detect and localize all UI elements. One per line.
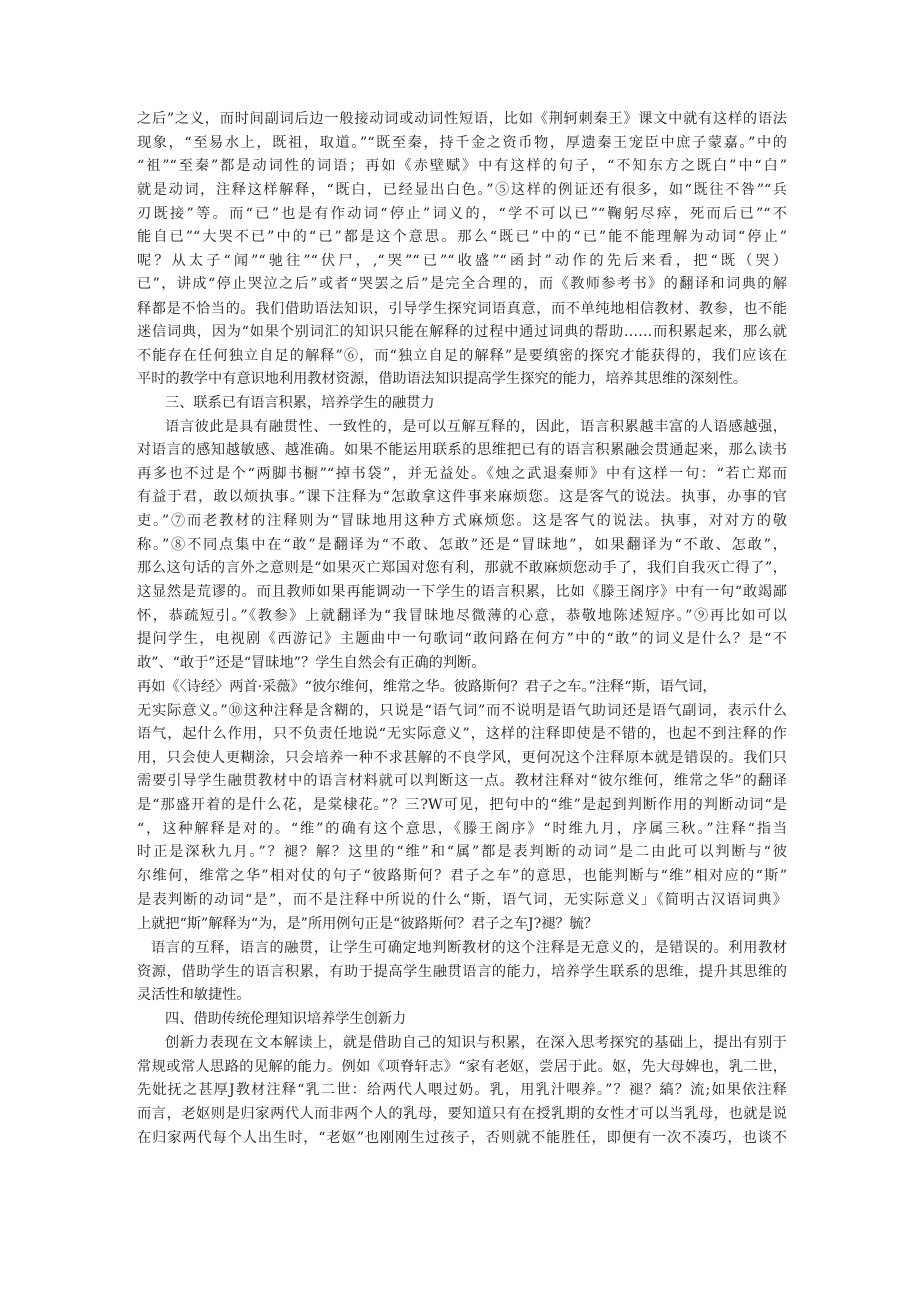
text-line: 有益于君，敢以烦执事。”课下注释为“怎敢拿这件事来麻烦您。这是客气的说法。执事，办事的官 bbox=[137, 489, 787, 505]
text-line: 之后”之义，而时间副词后边一般接动词或动词性短语，比如《荆轲刺秦王》课文中就有这样的语法 bbox=[137, 111, 787, 127]
text-line: 不能存在任何独立自足的解释”⑥，而“独立自足的解释”是要缜密的探究才能获得的，我们应该在 bbox=[137, 348, 787, 364]
text-line: 呢？从太子“闻”“驰往”“伏尸，,“哭”“已”“收盛”“函封”动作的先后来看，把“既（哭） bbox=[137, 253, 787, 269]
text-line: 释都是不恰当的。我们借助语法知识，引导学生探究词语真意，而不单纯地相信教材、教参，也不能 bbox=[137, 301, 787, 317]
text-line: 那么这句话的言外之意则是“如果灭亡郑国对您有利，那就不敢麻烦您动手了，我们自我灭亡得了”， bbox=[137, 560, 787, 576]
text-line: 尔维何，维常之华”相对仗的句子“彼路斯何？君子之车”的意思，也能判断与“维”相对应的“斯” bbox=[137, 868, 787, 884]
text-line: 能自已”“大哭不已”中的“已”都是这个意思。那么“既已”中的“已”能不能理解为动词“停止” bbox=[137, 229, 787, 245]
text-line: 现象，“至易水上，既祖，取道。”“既至秦，持千金之资币物，厚遗秦王宠臣中庶子蒙嘉。”中的 bbox=[137, 135, 787, 151]
text-line: 这显然是荒谬的。而且教师如果再能调动一下学生的语言积累，比如《滕王阁序》中有一句“敢竭鄙 bbox=[137, 584, 787, 600]
text-line: 是“那盛开着的是什么花，是棠棣花。”？三?W可见，把句中的“维”是起到判断作用的判断动词“是 bbox=[137, 797, 787, 813]
text-line: 敢”、“敢于”还是“冒昧地”？学生自然会有正确的判断。 bbox=[137, 655, 486, 671]
text-line: 在归家两代每个人出生时，“老妪”也刚刚生过孩子，否则就不能胜任，即便有一次不凑巧，也谈不 bbox=[137, 1130, 787, 1146]
text-line: 再多也不过是个“两脚书橱”“掉书袋”，并无益处。《烛之武退秦师》中有这样一句：“若亡郑而 bbox=[137, 466, 787, 482]
text-line: 四、借助传统伦理知识培养学生创新力 bbox=[165, 1011, 407, 1027]
text-line: “祖”“至秦”都是动词性的词语；再如《赤壁赋》中有这样的句子，“不知东方之既白”中“白” bbox=[137, 158, 787, 174]
text-line: 是表判断的动词“是”，而不是注释中所说的什么“斯，语气词，无实际意义」《简明古汉语词典》 bbox=[137, 892, 787, 908]
text-line: 资源，借助学生的语言积累，有助于提高学生融贯语言的能力，培养学生联系的思维，提升其思维的 bbox=[137, 964, 787, 980]
text-line: 语言彼此是具有融贯性、一致性的，是可以互解互释的，因此，语言积累越丰富的人语感越强， bbox=[165, 419, 787, 435]
text-line: 用，只会使人更糊涂，只会培养一种不求甚解的不良学风，更何况这个注释原本就是错误的。我们只 bbox=[137, 750, 787, 766]
text-line: “，这种解释是对的。“维”的确有这个意思，《滕王阁序》“时维九月，序属三秋。”注释“指当 bbox=[137, 821, 787, 837]
text-line: 对语言的感知越敏感、越准确。如果不能运用联系的思维把已有的语言积累融会贯通起来，那么读书 bbox=[137, 442, 787, 458]
text-line: 时正是深秋九月。”？褪？解？这里的“维”和“属”都是表判断的动词”是二由此可以判断与“彼 bbox=[137, 844, 787, 860]
text-line: 无实际意义。”⑩这种注释是含糊的，只说是“语气词”而不说明是语气助词还是语气副词，表示什么 bbox=[137, 703, 787, 719]
text-line: 称。”⑧不同点集中在“敢”是翻译为“不敢、怎敢”还是“冒昧地”，如果翻译为“不敢、怎敢”， bbox=[137, 537, 787, 553]
text-line: 吏。”⑦而老教材的注释则为“冒昧地用这种方式麻烦您。这是客气的说法。执事，对对方的敬 bbox=[137, 513, 787, 529]
text-line: 提问学生，电视剧《西游记》主题曲中一句歌词“敢问路在何方”中的“敢”的词义是什么？是“不 bbox=[137, 631, 787, 647]
text-line: 已”，讲成“停止哭泣之后”或者“哭罢之后”是完全合理的，而《教师参考书》的翻译和词典的解 bbox=[137, 276, 787, 292]
text-line: 灵活性和敏捷性。 bbox=[137, 987, 251, 1003]
text-line: 而言，老妪则是归家两代人而非两个人的乳母，要知道只有在授乳期的女性才可以当乳母，也就是说 bbox=[137, 1106, 787, 1122]
text-line: 就是动词，注释这样解释，“既白，已经显出白色。”⑤这样的例证还有很多，如“既往不咎”“兵 bbox=[137, 182, 787, 198]
text-line: 怀，恭疏短引。”《教参》上就翻译为“我冒昧地尽微薄的心意，恭敬地陈述短序。”⑨再比如可以 bbox=[137, 608, 787, 624]
text-line: 上就把“斯”解释为“为，是”所用例句正是“彼路斯何？君子之车J?褪？毓？ bbox=[137, 916, 598, 932]
text-line: 刃既接”等。而“已”也是有作动词“停止”词义的，“学不可以已”“鞠躬尽瘁，死而后已”“不 bbox=[137, 206, 787, 222]
text-line: 语气，起什么作用，只不负责任地说“无实际意义”，这样的注释即使是不错的，也起不到注释的作 bbox=[137, 726, 787, 742]
text-line: 再如《〈诗经〉两首·采薇》“彼尔维何，维常之华。彼路斯何？君子之车。”注释“斯，语气词， bbox=[137, 679, 717, 695]
text-line: 三、联系已有语言积累，培养学生的融贯力 bbox=[165, 395, 435, 411]
text-line: 常规或常人思路的见解的能力。例如《项脊轩志》“家有老妪，尝居于此。妪，先大母婢也，乳二世， bbox=[137, 1059, 787, 1075]
text-line: 需要引导学生融贯教材中的语言材料就可以判断这一点。教材注释对“彼尔维何，维常之华”的翻译 bbox=[137, 773, 787, 789]
text-line: 平时的教学中有意识地利用教材资源，借助语法知识提高学生探究的能力，培养其思维的深刻性。 bbox=[137, 371, 748, 387]
text-line: 先妣抚之甚厚J教材注释“乳二世：给两代人喂过奶。乳，用乳汁喂养。”？褪？縞？流;如果依注释 bbox=[137, 1082, 787, 1098]
text-line: 迷信词典，因为“如果个别词汇的知识只能在解释的过程中通过词典的帮助……而积累起来，那么就 bbox=[137, 324, 787, 340]
text-line: 语言的互释，语言的融贯，让学生可确定地判断教材的这个注释是无意义的，是错误的。利用教材 bbox=[151, 940, 787, 956]
text-line: 创新力表现在文本解读上，就是借助自己的知识与积累，在深入思考探究的基础上，提出有别于 bbox=[165, 1035, 787, 1051]
